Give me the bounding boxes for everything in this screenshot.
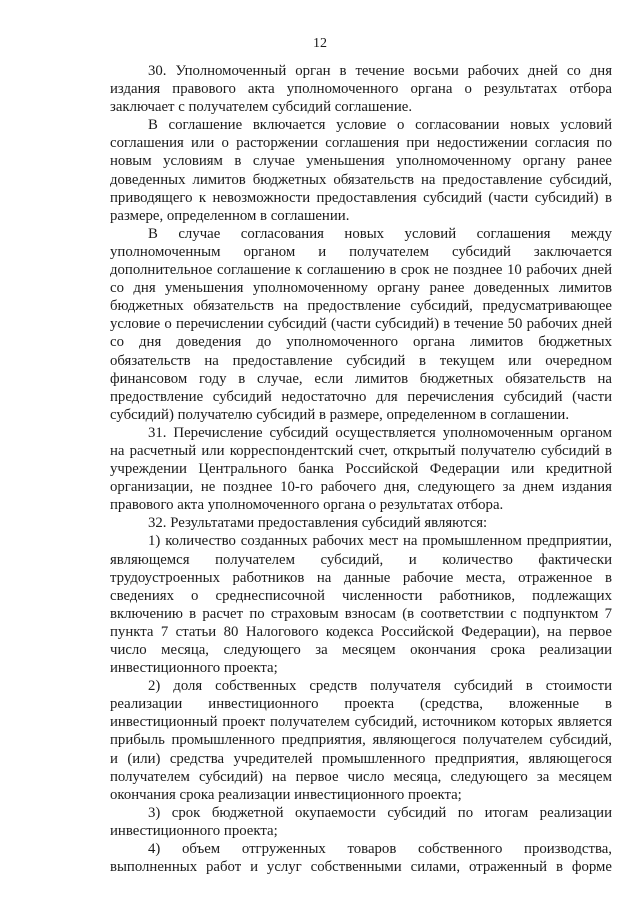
text-line: предоствление субсидий недостаточно для перечисления субсидий (части	[110, 388, 612, 405]
text-line: являющемся получателем субсидий, и количество фактически	[110, 551, 612, 568]
text-line: сведениях о среднесписочной численности работников, подлежащих	[110, 587, 612, 604]
text-line: условие о перечислении субсидий (части субсидий) в течение 50 рабочих дней	[110, 316, 612, 333]
text-line: 2) доля собственных средств получателя субсидий в стоимости	[148, 678, 612, 695]
text-line: учреждении Центрального банка Российской Федерации или кредитной	[110, 461, 612, 478]
text-line: прибыль промышленного предприятия, являющегося получателем субсидий,	[110, 732, 612, 749]
text-line: со дня доведения до уполномоченного органа лимитов бюджетных	[110, 334, 612, 351]
text-line: В случае согласования новых условий соглашения между	[148, 225, 612, 242]
text-line: инвестиционный проект получателем субсидий, источником которых является	[110, 714, 612, 731]
text-line: 1) количество созданных рабочих мест на промышленном предприятии,	[148, 533, 612, 550]
text-line: окончания срока реализации инвестиционного проекта;	[110, 786, 462, 803]
text-line: заключает с получателем субсидий соглашение.	[110, 99, 413, 116]
text-line: получателем субсидий) на первое число месяца, следующего за месяцем	[110, 768, 612, 785]
text-line: реализации инвестиционного проекта (средства, вложенные в	[110, 696, 612, 713]
text-line: 3) срок бюджетной окупаемости субсидий по итогам реализации	[148, 804, 612, 821]
text-line: 30. Уполномоченный орган в течение восьми рабочих дней со дня	[148, 63, 612, 79]
text-line: обязательств на предоставление субсидий в текущем или очередном	[110, 352, 612, 369]
text-line: правового акта уполномоченного органа о результатах отбора.	[110, 497, 504, 514]
text-line: пункта 7 статьи 80 Налогового кодекса Российской Федерации), на первое	[110, 623, 612, 640]
page-number: 12	[313, 36, 327, 51]
text-line: 32. Результатами предоставления субсидий являются:	[148, 515, 488, 532]
text-line: инвестиционного проекта;	[110, 822, 278, 839]
text-line: финансовом году в случае, если лимитов бюджетных обязательств на	[110, 370, 612, 387]
text-line: новым условиям в случае уменьшения уполномоченному органу ранее	[110, 153, 612, 170]
text-line: соглашения или о расторжении соглашения при недостижении согласия по	[110, 135, 612, 152]
text-line: приводящего к невозможности предоставления субсидий (части субсидий) в	[110, 189, 612, 206]
text-line: бюджетных обязательств на предоствление субсидий, предусматривающее	[110, 298, 612, 315]
text-line: число месяца, следующего за месяцем окончания срока реализации	[110, 642, 612, 658]
document-body	[110, 62, 612, 876]
text-line: 4) объем отгруженных товаров собственного производства,	[148, 841, 612, 858]
text-line: организации, не позднее 10-го рабочего дня, следующего за днем издания	[110, 479, 612, 496]
text-line: дополнительное соглашение к соглашению в срок не позднее 10 рабочих дней	[110, 262, 612, 279]
text-line: размере, определенном в соглашении.	[110, 207, 350, 224]
text-line: инвестиционного проекта;	[110, 660, 278, 677]
text-line: субсидий) получателю субсидий в размере, определенном в соглашении.	[110, 406, 570, 423]
text-line: и (или) средства учредителей промышленного предприятия, являющегося	[110, 750, 612, 767]
text-line: на расчетный или корреспондентский счет, открытый получателю субсидий в	[110, 442, 612, 459]
text-line: 31. Перечисление субсидий осуществляется уполномоченным органом	[148, 424, 612, 441]
text-line: доведенных лимитов бюджетных обязательств на предоставление субсидий,	[110, 171, 612, 188]
text-line: со дня уменьшения уполномоченному органу ранее доведенных лимитов	[110, 280, 612, 297]
text-line: выполненных работ и услуг собственными силами, отраженный в форме	[110, 859, 612, 876]
text-line: уполномоченным органом и получателем субсидий заключается	[110, 243, 612, 260]
text-line: включению в расчет по страховым взносам (в соответствии с подпунктом 7	[110, 605, 612, 622]
text-line: трудоустроенных работников на данные рабочие места, отраженное в	[110, 569, 612, 586]
text-line: издания правового акта уполномоченного органа о результатах отбора	[110, 81, 612, 98]
text-line: В соглашение включается условие о согласовании новых условий	[148, 117, 612, 134]
